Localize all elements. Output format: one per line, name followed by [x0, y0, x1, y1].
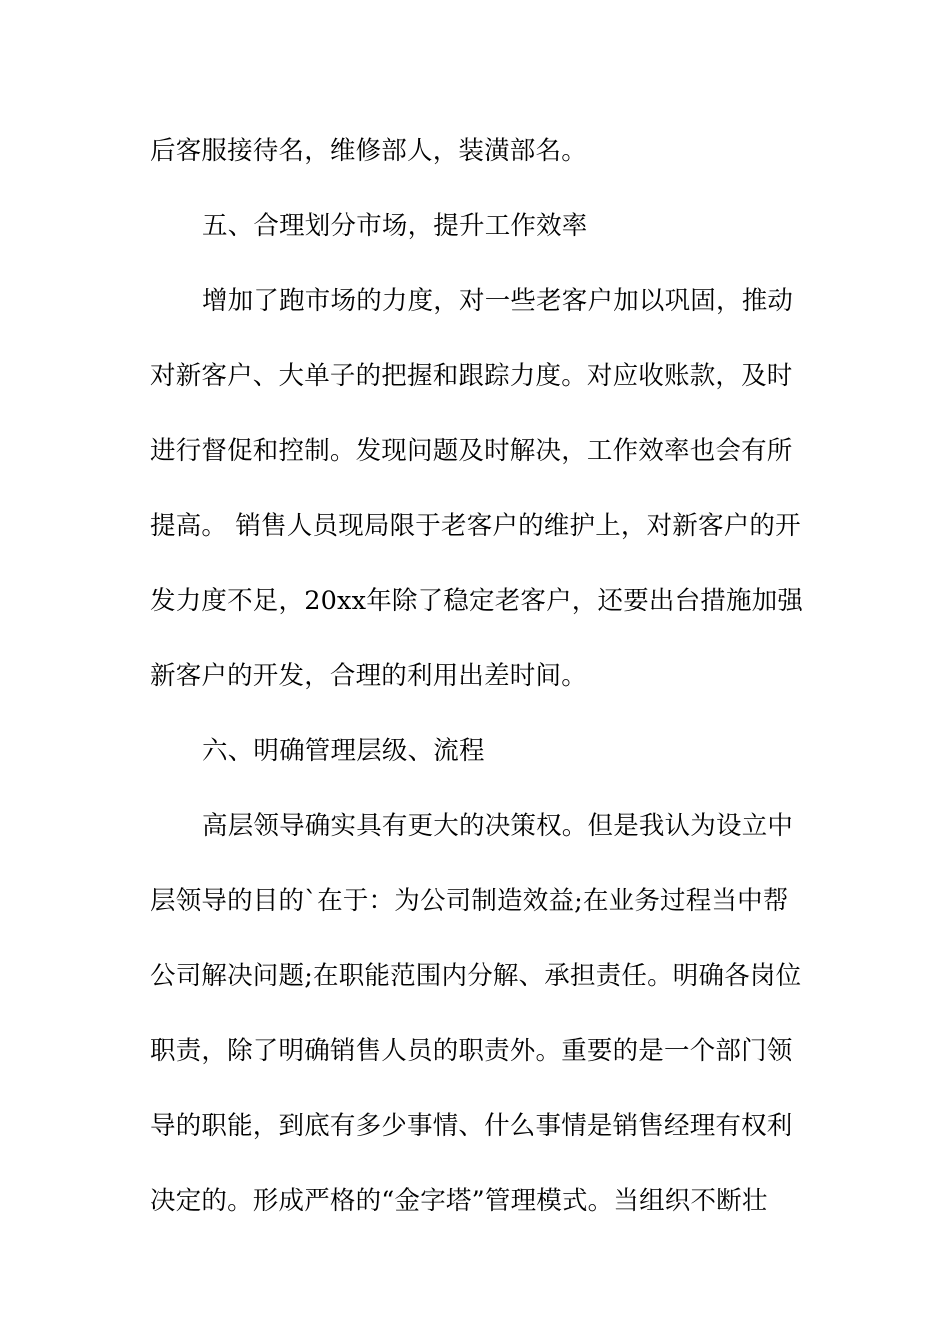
text-line-10: 高层领导确实具有更大的决策权。但是我认为设立中	[202, 811, 794, 841]
text-line-14: 导的职能，到底有多少事情、什么事情是销售经理有权利	[150, 1111, 793, 1141]
text-line-7: 发力度不足，20xx年除了稳定老客户，还要出台措施加强	[150, 586, 804, 616]
section-heading-6: 六、明确管理层级、流程	[202, 736, 485, 766]
text-line-1: 后客服接待名，维修部人，装潢部名。	[150, 136, 587, 166]
text-line-13: 职责，除了明确销售人员的职责外。重要的是一个部门领	[150, 1036, 793, 1066]
text-line-11: 层领导的目的`在于：为公司制造效益;在业务过程当中帮	[150, 886, 789, 916]
text-line-5: 进行督促和控制。发现问题及时解决，工作效率也会有所	[150, 436, 793, 466]
text-line-6: 提高。 销售人员现局限于老客户的维护上，对新客户的开	[150, 511, 801, 541]
text-line-3: 增加了跑市场的力度，对一些老客户加以巩固，推动	[202, 286, 794, 316]
section-heading-5: 五、合理划分市场，提升工作效率	[202, 211, 588, 241]
text-line-15: 决定的。形成严格的“金字塔”管理模式。当组织不断壮	[150, 1186, 768, 1216]
text-line-8: 新客户的开发，合理的利用出差时间。	[150, 661, 587, 691]
text-line-4: 对新客户、大单子的把握和跟踪力度。对应收账款，及时	[150, 361, 793, 391]
text-line-12: 公司解决问题;在职能范围内分解、承担责任。明确各岗位	[150, 961, 802, 991]
